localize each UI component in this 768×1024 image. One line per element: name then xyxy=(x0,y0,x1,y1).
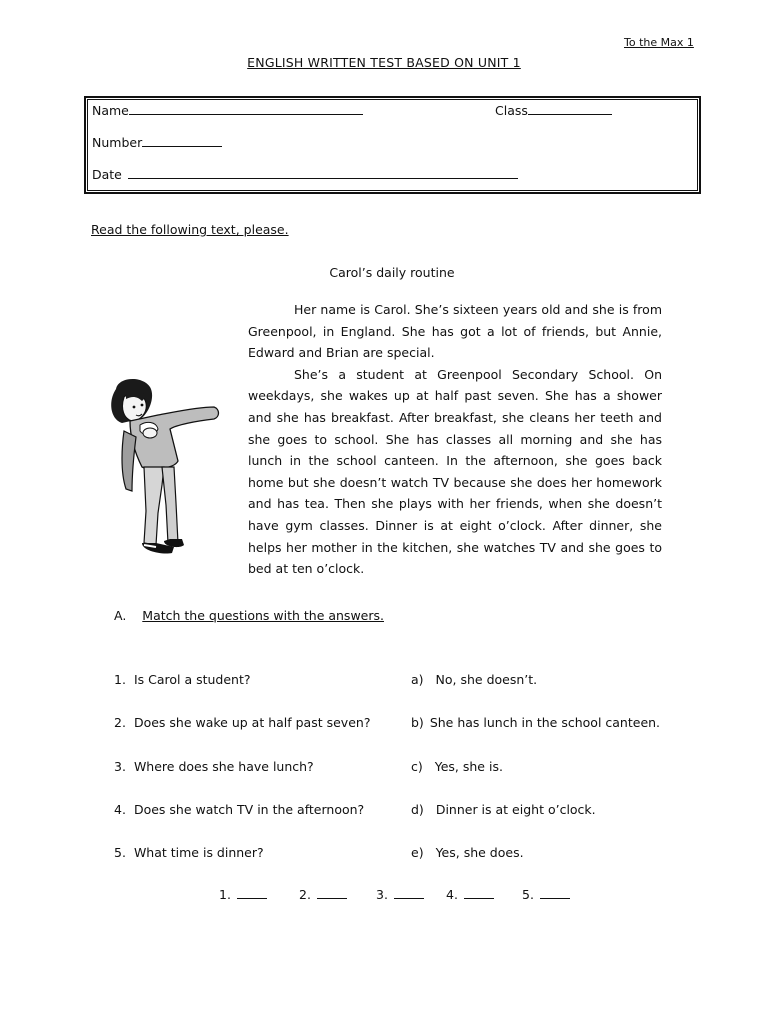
date-label: Date xyxy=(92,167,122,182)
class-field[interactable] xyxy=(495,102,612,118)
answer-item: d) Dinner is at eight o’clock. xyxy=(411,802,596,817)
answer-blank-line xyxy=(317,888,347,899)
story-text xyxy=(248,299,662,580)
answer-blank[interactable]: 5. xyxy=(522,887,570,902)
name-field[interactable] xyxy=(92,102,363,118)
answer-item: c) Yes, she is. xyxy=(411,759,503,774)
answer-blank[interactable]: 1. xyxy=(219,887,267,902)
story-paragraph-1: Her name is Carol. She’s sixteen years old and she is from Greenpool, in England. She has got a lot of friends, but Annie, Edward and Brian are special. xyxy=(248,302,662,361)
answer-item: e) Yes, she does. xyxy=(411,845,524,860)
answer-blank-line xyxy=(464,888,494,899)
date-line xyxy=(128,166,518,179)
story-paragraph-2: She’s a student at Greenpool Secondary School. On weekdays, she wakes up at half past seven. She has a shower and she has breakfast. After breakfast, she cleans her teeth and she goes to school. She has classes all morning and she has lunch in the school canteen. In the afternoon, she goes back home but she doesn’t watch TV because she does her homework and has tea. Then she plays with her friends, when she doesn’t have gym classes. Dinner is at eight o’clock. After dinner, she helps her mother in the kitchen, she watches TV and she goes to bed at ten o’clock. xyxy=(248,366,662,577)
question-item: 4. Does she watch TV in the afternoon? xyxy=(114,802,365,817)
class-label: Class xyxy=(495,103,528,118)
answer-item: a) No, she doesn’t. xyxy=(411,672,538,687)
answer-blank[interactable]: 3. xyxy=(376,887,424,902)
number-field[interactable] xyxy=(92,134,222,150)
class-line xyxy=(528,102,612,115)
question-item: 1. Is Carol a student? xyxy=(114,672,251,687)
section-a-heading xyxy=(114,608,384,623)
date-field[interactable] xyxy=(92,166,518,182)
answer-blank-line xyxy=(540,888,570,899)
name-line xyxy=(129,102,363,115)
answer-blank[interactable]: 4. xyxy=(446,887,494,902)
number-label: Number xyxy=(92,135,143,150)
book-title: To the Max 1 xyxy=(624,36,694,49)
section-a-label: Match the questions with the answers. xyxy=(142,608,384,623)
test-title: ENGLISH WRITTEN TEST BASED ON UNIT 1 xyxy=(247,55,521,70)
answer-blank-line xyxy=(394,888,424,899)
name-label: Name xyxy=(92,103,129,118)
answer-item: b) She has lunch in the school canteen. xyxy=(411,715,661,730)
reading-instruction: Read the following text, please. xyxy=(91,222,289,237)
question-item: 5. What time is dinner? xyxy=(114,845,264,860)
number-line xyxy=(142,134,222,147)
girl-illustration xyxy=(100,375,224,567)
answer-blank-line xyxy=(237,888,267,899)
question-item: 2. Does she wake up at half past seven? xyxy=(114,715,371,730)
story-title: Carol’s daily routine xyxy=(329,265,455,280)
section-a-letter: A. xyxy=(114,608,127,623)
student-info-box xyxy=(84,96,701,194)
question-item: 3. Where does she have lunch? xyxy=(114,759,314,774)
answer-blank[interactable]: 2. xyxy=(299,887,347,902)
